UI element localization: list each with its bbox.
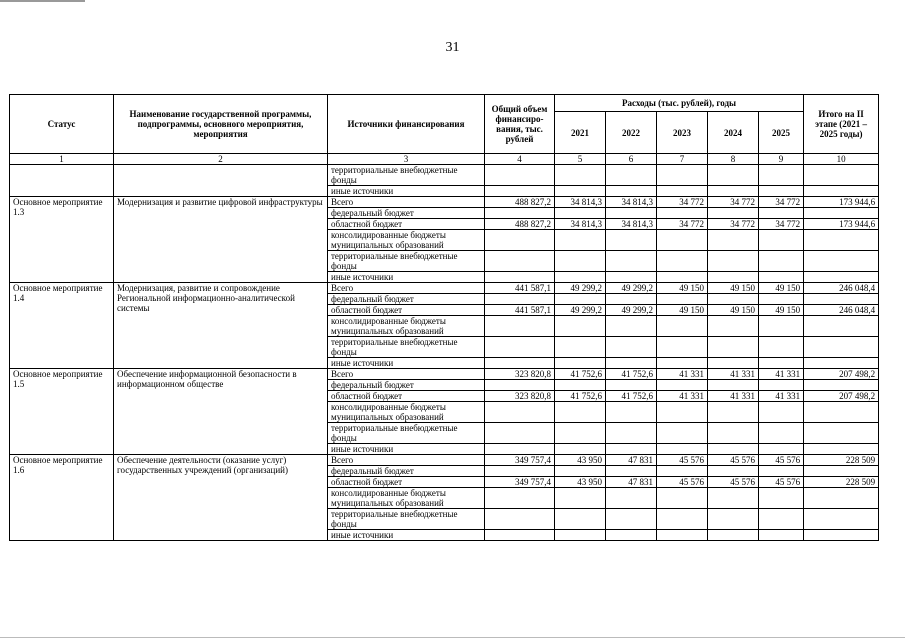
name-cell: Модернизация и развитие цифровой инфраструктуры bbox=[114, 197, 328, 283]
value-cell: 34 814,3 bbox=[555, 219, 606, 230]
value-cell bbox=[606, 165, 657, 186]
value-cell bbox=[759, 208, 804, 219]
column-number: 7 bbox=[657, 154, 708, 165]
value-cell bbox=[555, 316, 606, 337]
value-cell bbox=[759, 402, 804, 423]
column-number: 6 bbox=[606, 154, 657, 165]
header-status: Статус bbox=[10, 95, 114, 154]
value-cell bbox=[555, 466, 606, 477]
value-cell bbox=[485, 488, 555, 509]
status-cell bbox=[10, 165, 114, 197]
source-cell: консолидированные бюджеты муниципальных образований bbox=[328, 230, 485, 251]
source-cell: иные источники bbox=[328, 444, 485, 455]
value-cell: 246 048,4 bbox=[804, 283, 879, 294]
value-cell: 43 950 bbox=[555, 455, 606, 466]
table-body bbox=[10, 165, 879, 541]
value-cell: 41 331 bbox=[759, 391, 804, 402]
header-stage-total: Итого на II этапе (2021 – 2025 годы) bbox=[804, 95, 879, 154]
value-cell: 47 831 bbox=[606, 455, 657, 466]
status-cell: Основное мероприятие 1.3 bbox=[10, 197, 114, 283]
value-cell bbox=[606, 380, 657, 391]
value-cell bbox=[606, 488, 657, 509]
value-cell: 41 331 bbox=[657, 369, 708, 380]
value-cell bbox=[759, 294, 804, 305]
value-cell bbox=[555, 230, 606, 251]
value-cell: 45 576 bbox=[657, 477, 708, 488]
value-cell bbox=[759, 251, 804, 272]
value-cell bbox=[708, 294, 759, 305]
value-cell: 323 820,8 bbox=[485, 391, 555, 402]
value-cell bbox=[657, 444, 708, 455]
value-cell bbox=[606, 423, 657, 444]
value-cell bbox=[804, 251, 879, 272]
value-cell bbox=[606, 509, 657, 530]
value-cell bbox=[485, 402, 555, 423]
value-cell bbox=[657, 488, 708, 509]
table-header bbox=[10, 95, 879, 165]
source-cell: территориальные внебюджетные фонды bbox=[328, 165, 485, 186]
source-cell: федеральный бюджет bbox=[328, 208, 485, 219]
value-cell bbox=[555, 337, 606, 358]
scan-edge-mark bbox=[0, 0, 85, 2]
budget-table bbox=[9, 94, 879, 541]
value-cell: 41 752,6 bbox=[606, 391, 657, 402]
column-number: 9 bbox=[759, 154, 804, 165]
column-number: 8 bbox=[708, 154, 759, 165]
value-cell: 49 150 bbox=[708, 305, 759, 316]
value-cell bbox=[485, 208, 555, 219]
value-cell bbox=[485, 380, 555, 391]
value-cell bbox=[606, 402, 657, 423]
value-cell bbox=[804, 402, 879, 423]
source-cell: консолидированные бюджеты муниципальных образований bbox=[328, 488, 485, 509]
value-cell bbox=[606, 358, 657, 369]
value-cell: 34 814,3 bbox=[555, 197, 606, 208]
source-cell: иные источники bbox=[328, 358, 485, 369]
value-cell: 49 299,2 bbox=[606, 283, 657, 294]
value-cell bbox=[759, 444, 804, 455]
source-cell: иные источники bbox=[328, 530, 485, 541]
header-year: 2022 bbox=[606, 112, 657, 154]
value-cell bbox=[657, 316, 708, 337]
header-year: 2023 bbox=[657, 112, 708, 154]
value-cell bbox=[708, 337, 759, 358]
value-cell bbox=[606, 272, 657, 283]
value-cell: 228 509 bbox=[804, 477, 879, 488]
value-cell: 45 576 bbox=[708, 455, 759, 466]
value-cell bbox=[708, 488, 759, 509]
status-cell: Основное мероприятие 1.4 bbox=[10, 283, 114, 369]
value-cell bbox=[708, 466, 759, 477]
value-cell bbox=[708, 272, 759, 283]
value-cell bbox=[804, 316, 879, 337]
value-cell bbox=[708, 423, 759, 444]
value-cell: 49 150 bbox=[759, 283, 804, 294]
value-cell: 441 587,1 bbox=[485, 305, 555, 316]
value-cell: 49 150 bbox=[759, 305, 804, 316]
value-cell bbox=[555, 208, 606, 219]
value-cell bbox=[485, 316, 555, 337]
header-source: Источники финансирования bbox=[328, 95, 485, 154]
value-cell bbox=[708, 186, 759, 197]
value-cell bbox=[485, 337, 555, 358]
value-cell bbox=[657, 337, 708, 358]
value-cell bbox=[759, 509, 804, 530]
status-cell: Основное мероприятие 1.6 bbox=[10, 455, 114, 541]
value-cell bbox=[804, 488, 879, 509]
value-cell: 47 831 bbox=[606, 477, 657, 488]
name-cell bbox=[114, 165, 328, 197]
value-cell bbox=[708, 530, 759, 541]
value-cell bbox=[657, 294, 708, 305]
value-cell: 173 944,6 bbox=[804, 197, 879, 208]
value-cell bbox=[555, 358, 606, 369]
value-cell: 41 752,6 bbox=[555, 391, 606, 402]
value-cell bbox=[708, 165, 759, 186]
header-year: 2025 bbox=[759, 112, 804, 154]
value-cell: 41 752,6 bbox=[606, 369, 657, 380]
table-row bbox=[10, 369, 879, 380]
value-cell bbox=[657, 230, 708, 251]
value-cell: 45 576 bbox=[708, 477, 759, 488]
column-number: 4 bbox=[485, 154, 555, 165]
value-cell bbox=[804, 165, 879, 186]
value-cell bbox=[555, 402, 606, 423]
name-cell: Модернизация, развитие и сопровождение Региональной информационно-аналитической системы bbox=[114, 283, 328, 369]
value-cell: 34 772 bbox=[657, 219, 708, 230]
value-cell: 49 150 bbox=[657, 283, 708, 294]
value-cell: 45 576 bbox=[657, 455, 708, 466]
scan-bottom-edge bbox=[0, 637, 905, 638]
value-cell bbox=[657, 358, 708, 369]
value-cell: 34 772 bbox=[708, 197, 759, 208]
value-cell bbox=[485, 444, 555, 455]
source-cell: Всего bbox=[328, 369, 485, 380]
header-name: Наименование государственной программы, подпрограммы, основного мероприятия, мероприятия bbox=[114, 95, 328, 154]
value-cell bbox=[759, 488, 804, 509]
value-cell bbox=[606, 444, 657, 455]
value-cell bbox=[555, 530, 606, 541]
value-cell: 488 827,2 bbox=[485, 219, 555, 230]
value-cell bbox=[606, 466, 657, 477]
value-cell bbox=[485, 509, 555, 530]
column-number: 2 bbox=[114, 154, 328, 165]
value-cell bbox=[804, 337, 879, 358]
source-cell: федеральный бюджет bbox=[328, 466, 485, 477]
table-row bbox=[10, 455, 879, 466]
value-cell: 41 331 bbox=[708, 369, 759, 380]
value-cell bbox=[606, 530, 657, 541]
value-cell bbox=[485, 530, 555, 541]
source-cell: Всего bbox=[328, 455, 485, 466]
value-cell bbox=[804, 509, 879, 530]
name-cell: Обеспечение информационной безопасности в информационном обществе bbox=[114, 369, 328, 455]
value-cell bbox=[657, 509, 708, 530]
value-cell bbox=[485, 251, 555, 272]
value-cell bbox=[485, 186, 555, 197]
source-cell: областной бюджет bbox=[328, 219, 485, 230]
value-cell bbox=[485, 466, 555, 477]
value-cell: 49 150 bbox=[708, 283, 759, 294]
value-cell bbox=[485, 358, 555, 369]
value-cell bbox=[759, 380, 804, 391]
source-cell: консолидированные бюджеты муниципальных образований bbox=[328, 316, 485, 337]
source-cell: территориальные внебюджетные фонды bbox=[328, 251, 485, 272]
value-cell bbox=[657, 186, 708, 197]
value-cell bbox=[708, 208, 759, 219]
value-cell bbox=[606, 316, 657, 337]
value-cell: 323 820,8 bbox=[485, 369, 555, 380]
source-cell: иные источники bbox=[328, 186, 485, 197]
value-cell bbox=[606, 337, 657, 358]
value-cell bbox=[804, 294, 879, 305]
value-cell: 228 509 bbox=[804, 455, 879, 466]
source-cell: федеральный бюджет bbox=[328, 380, 485, 391]
value-cell bbox=[555, 509, 606, 530]
value-cell bbox=[657, 251, 708, 272]
value-cell bbox=[759, 530, 804, 541]
value-cell bbox=[804, 186, 879, 197]
value-cell: 49 299,2 bbox=[555, 305, 606, 316]
source-cell: территориальные внебюджетные фонды bbox=[328, 423, 485, 444]
value-cell: 41 331 bbox=[759, 369, 804, 380]
value-cell bbox=[485, 423, 555, 444]
value-cell: 45 576 bbox=[759, 477, 804, 488]
value-cell bbox=[657, 530, 708, 541]
value-cell bbox=[555, 251, 606, 272]
value-cell bbox=[606, 186, 657, 197]
source-cell: Всего bbox=[328, 283, 485, 294]
source-cell: иные источники bbox=[328, 272, 485, 283]
value-cell: 34 814,3 bbox=[606, 197, 657, 208]
value-cell bbox=[804, 272, 879, 283]
value-cell bbox=[804, 423, 879, 444]
table-row bbox=[10, 197, 879, 208]
source-cell: территориальные внебюджетные фонды bbox=[328, 337, 485, 358]
value-cell: 246 048,4 bbox=[804, 305, 879, 316]
value-cell bbox=[606, 294, 657, 305]
value-cell: 41 331 bbox=[708, 391, 759, 402]
value-cell bbox=[708, 358, 759, 369]
value-cell: 34 772 bbox=[759, 197, 804, 208]
value-cell bbox=[485, 230, 555, 251]
value-cell: 34 772 bbox=[759, 219, 804, 230]
value-cell: 45 576 bbox=[759, 455, 804, 466]
source-cell: Всего bbox=[328, 197, 485, 208]
value-cell bbox=[759, 337, 804, 358]
column-number-row bbox=[10, 154, 879, 165]
value-cell bbox=[804, 444, 879, 455]
value-cell: 34 772 bbox=[708, 219, 759, 230]
status-cell: Основное мероприятие 1.5 bbox=[10, 369, 114, 455]
header-expenses: Расходы (тыс. рублей), годы bbox=[555, 95, 804, 112]
value-cell bbox=[657, 423, 708, 444]
value-cell: 207 498,2 bbox=[804, 391, 879, 402]
value-cell bbox=[804, 358, 879, 369]
value-cell bbox=[485, 272, 555, 283]
value-cell bbox=[708, 316, 759, 337]
value-cell bbox=[555, 444, 606, 455]
value-cell: 41 752,6 bbox=[555, 369, 606, 380]
value-cell bbox=[759, 358, 804, 369]
value-cell bbox=[555, 294, 606, 305]
source-cell: территориальные внебюджетные фонды bbox=[328, 509, 485, 530]
value-cell: 349 757,4 bbox=[485, 455, 555, 466]
value-cell bbox=[804, 530, 879, 541]
value-cell bbox=[708, 509, 759, 530]
value-cell bbox=[759, 423, 804, 444]
value-cell bbox=[555, 165, 606, 186]
value-cell: 34 772 bbox=[657, 197, 708, 208]
value-cell bbox=[657, 466, 708, 477]
value-cell bbox=[657, 208, 708, 219]
value-cell bbox=[555, 423, 606, 444]
value-cell bbox=[708, 402, 759, 423]
value-cell bbox=[759, 230, 804, 251]
column-number: 1 bbox=[10, 154, 114, 165]
header-year: 2021 bbox=[555, 112, 606, 154]
value-cell bbox=[485, 165, 555, 186]
header-total: Общий объем финансиро-вания, тыс. рублей bbox=[485, 95, 555, 154]
value-cell bbox=[804, 230, 879, 251]
name-cell: Обеспечение деятельности (оказание услуг) государственных учреждений (организаций) bbox=[114, 455, 328, 541]
value-cell bbox=[606, 251, 657, 272]
value-cell: 441 587,1 bbox=[485, 283, 555, 294]
value-cell bbox=[657, 402, 708, 423]
value-cell bbox=[555, 380, 606, 391]
value-cell bbox=[657, 272, 708, 283]
value-cell: 49 299,2 bbox=[555, 283, 606, 294]
source-cell: федеральный бюджет bbox=[328, 294, 485, 305]
value-cell: 349 757,4 bbox=[485, 477, 555, 488]
value-cell bbox=[759, 165, 804, 186]
value-cell bbox=[804, 380, 879, 391]
value-cell bbox=[804, 466, 879, 477]
value-cell bbox=[708, 444, 759, 455]
value-cell bbox=[804, 208, 879, 219]
source-cell: областной бюджет bbox=[328, 391, 485, 402]
value-cell bbox=[708, 251, 759, 272]
value-cell: 207 498,2 bbox=[804, 369, 879, 380]
source-cell: консолидированные бюджеты муниципальных образований bbox=[328, 402, 485, 423]
source-cell: областной бюджет bbox=[328, 305, 485, 316]
value-cell bbox=[759, 466, 804, 477]
value-cell bbox=[708, 380, 759, 391]
value-cell bbox=[759, 316, 804, 337]
value-cell bbox=[657, 165, 708, 186]
value-cell bbox=[759, 272, 804, 283]
source-cell: областной бюджет bbox=[328, 477, 485, 488]
table-row bbox=[10, 165, 879, 186]
table-row bbox=[10, 283, 879, 294]
value-cell: 43 950 bbox=[555, 477, 606, 488]
value-cell: 173 944,6 bbox=[804, 219, 879, 230]
value-cell bbox=[555, 186, 606, 197]
column-number: 5 bbox=[555, 154, 606, 165]
value-cell bbox=[606, 230, 657, 251]
value-cell bbox=[606, 208, 657, 219]
value-cell bbox=[657, 380, 708, 391]
value-cell: 34 814,3 bbox=[606, 219, 657, 230]
value-cell bbox=[708, 230, 759, 251]
value-cell bbox=[555, 488, 606, 509]
value-cell bbox=[485, 294, 555, 305]
value-cell: 49 299,2 bbox=[606, 305, 657, 316]
header-year: 2024 bbox=[708, 112, 759, 154]
column-number: 10 bbox=[804, 154, 879, 165]
value-cell: 41 331 bbox=[657, 391, 708, 402]
value-cell bbox=[555, 272, 606, 283]
value-cell: 488 827,2 bbox=[485, 197, 555, 208]
value-cell: 49 150 bbox=[657, 305, 708, 316]
column-number: 3 bbox=[328, 154, 485, 165]
page-number: 31 bbox=[445, 40, 460, 55]
value-cell bbox=[759, 186, 804, 197]
